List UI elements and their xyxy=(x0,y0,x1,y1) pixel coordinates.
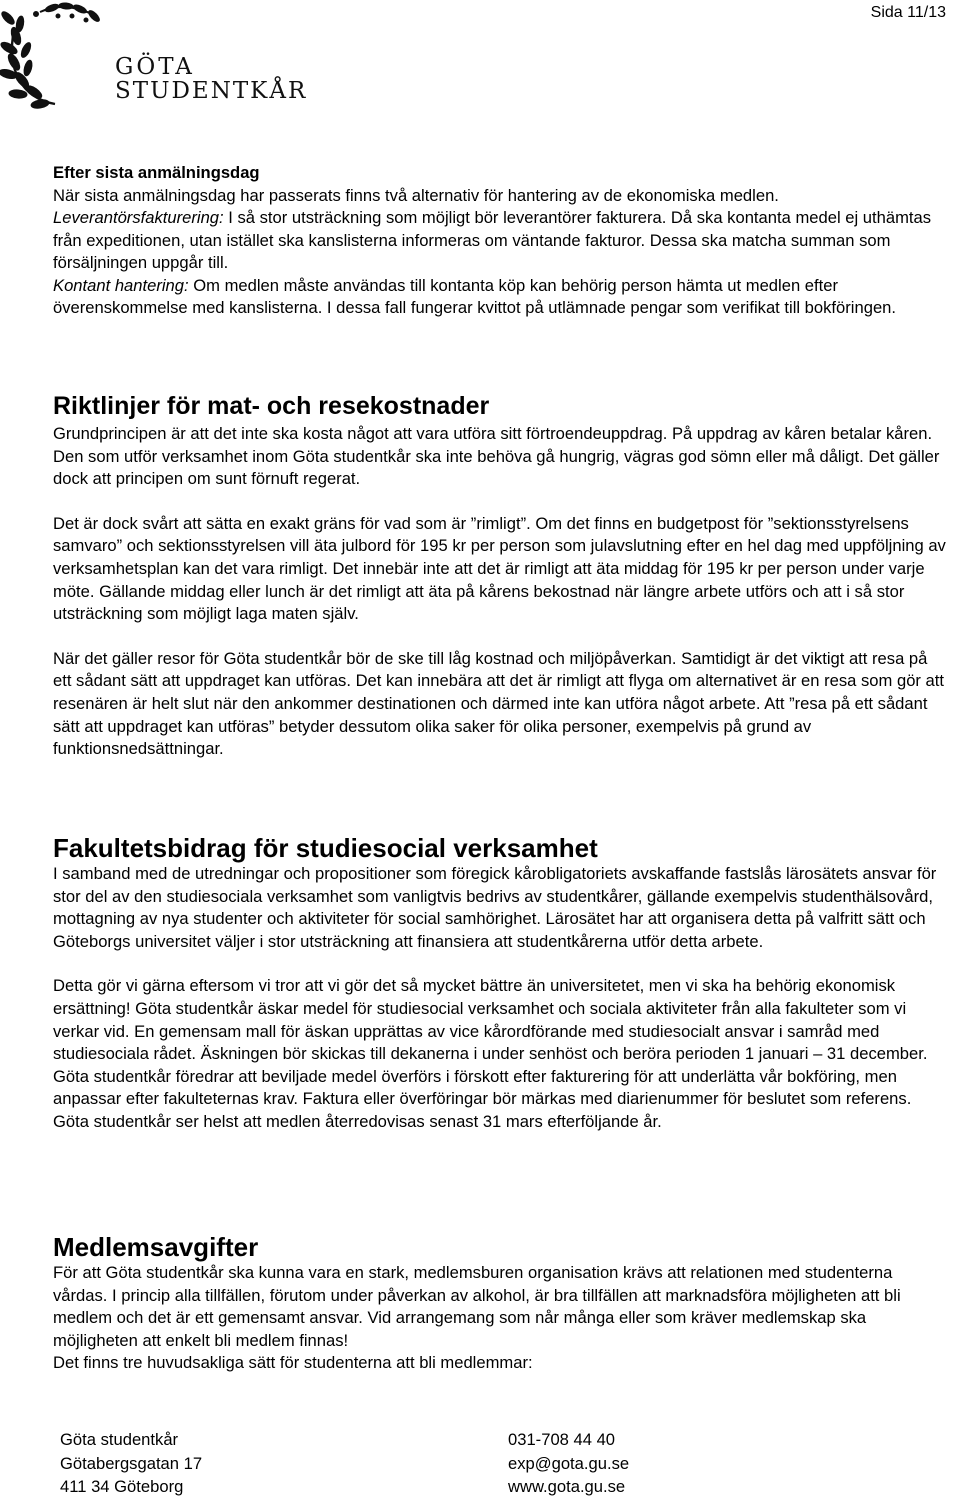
section-title: Efter sista anmälningsdag xyxy=(53,163,260,182)
footer-address xyxy=(60,1428,202,1499)
kontant-paragraph xyxy=(53,275,948,320)
section-heading: Fakultetsbidrag för studiesocial verksamhet xyxy=(53,833,598,863)
footer-email: exp@gota.gu.se xyxy=(508,1453,630,1473)
intro-paragraph: När sista anmälningsdag har passerats finns två alternativ för hantering av de ekonomiska medlen. xyxy=(53,185,779,205)
footer-phone: 031-708 44 40 xyxy=(508,1430,616,1449)
footer-street: Götabergsgatan 17 xyxy=(60,1453,203,1473)
paragraph: Grundprincipen är att det inte ska kosta något att vara utföra sitt förtroendeuppdrag. På uppdrag av kåren betalar kåren. Den som utför verksamhet inom Göta studentkår ska inte behöva gå hungrig, vägras god sömn eller må dåligt. Det gäller dock att principen om sunt förnuft regerat. xyxy=(53,424,940,489)
leverantor-label: Leverantörsfakturering: xyxy=(53,208,224,227)
paragraph: I samband med de utredningar och propositioner som föregick kårobligatoriets avskaffande fastslås lärosätets ansvar för stor del av den studiesociala verksamhet som vanligtvis bedrivs av studentkårer, gällande exempelvis studenthälsovård, mottagning av nya studenter och aktiviteter för social samhörighet. Lärosätet har att organisera detta på valfritt sätt och Göteborgs universitet väljer i stor utsträckning att finansiera att studentkårerna utför detta arbete. xyxy=(53,864,937,951)
gota-studentkar-logo xyxy=(0,0,308,110)
paragraph: Det är dock svårt att sätta en exakt gräns för vad som är ”rimligt”. Om det finns en budgetpost för ”sektionsstyrelsens samvaro” och sektionsstyrelsen vill äta julbord för 195 kr per person som julavslutning efter en hel dag med uppföljning av verksamhetsplan kan det vara rimligt. Det innebär inte att det är rimligt att äta middag för 195 kr per person under varje möte. Gällande middag eller lunch är det rimligt att äta på kårens bekostnad när längre arbete utförs och att i så stor utsträckning som möjligt laga maten själv. xyxy=(53,513,946,624)
kontant-label: Kontant hantering: xyxy=(53,275,189,295)
footer-org-name: Göta studentkår xyxy=(60,1430,179,1449)
paragraph: Det finns tre huvudsakliga sätt för studenterna att bli medlemmar: xyxy=(53,1353,533,1373)
section-riktlinjer xyxy=(53,391,948,761)
kontant-text: Om medlen måste användas till kontanta köp kan behörig person hämta ut medlen efter överenskommelse med kanslisterna. I dessa fall fungerar kvittot på utlämnade pengar som verifikat till bokföringen. xyxy=(53,275,897,317)
footer-contact xyxy=(508,1428,629,1499)
logo-line1: GÖTA xyxy=(115,54,195,80)
leverantor-paragraph xyxy=(53,207,948,275)
paragraph: Detta gör vi gärna eftersom vi tror att vi gör det så mycket bättre än universitetet, men vi ska ha behörig ekonomisk ersättning! Göta studentkår äskar medel för studiesocial verksamhet och sociala aktiviteter från alla fakulteter som vi verkar vid. En gemensam mall för äskan upprättas av vice kårordförande med studiesocialt ansvar i samråd med studiesociala rådet. Äskningen bör skickas till dekanerna i under senhöst och beröra perioden 1 januari – 31 december. Göta studentkår föredrar att beviljade medel överförs i förskott efter fakturering för att underlätta vår bokföring, men anpassar efter fakulteternas krav. Faktura eller överföringar bör märkas med diarienummer för beslutet som referens. Göta studentkår ser helst att medlen återredovisas senast 31 mars efterföljande år. xyxy=(53,976,928,1131)
leverantor-text: I så stor utsträckning som möjligt bör leverantörer fakturera. Då ska kontanta medel ej uthämtas från expeditionen, utan istället ska kanslisterna informeras om väntande fakturor. Dessa ska matcha summan som försäljningen uppgår till. xyxy=(53,208,932,272)
wreath-icon xyxy=(0,0,112,110)
paragraph: När det gäller resor för Göta studentkår bör de ske till låg kostnad och miljöpåverkan. Samtidigt är det viktigt att resa på ett sådant sätt att uppdraget kan utföras. Det kan innebära att det är rimligt att flyga om alternativet är en resa som gör att resenären är helt slut när den ankommer destinationen och därmed inte kan utföra något arbete. Att ”resa på ett sådant sätt att uppdraget kan utföras” betyder dessutom olika saker för olika personer, exempelvis på grund av funktionsnedsättningar. xyxy=(53,648,945,759)
paragraph: För att Göta studentkår ska kunna vara en stark, medlemsburen organisation krävs att relationen med studenterna vårdas. I princip alla tillfällen, förutom under påverkan av alkohol, är bra tillfällen att marknadsföra möjligheten att bli medlem och det är ett gemensamt ansvar. Vid arrangemang som når många eller som kräver medlemskap ska möjligheten att enkelt bli medlem finnas! xyxy=(53,1263,901,1350)
footer-web: www.gota.gu.se xyxy=(508,1477,626,1496)
section-medlemsavgifter xyxy=(53,1232,948,1375)
section-efter-sista-anmalningsdag xyxy=(53,162,948,320)
footer-city: 411 34 Göteborg xyxy=(60,1477,184,1496)
section-heading: Riktlinjer för mat- och resekostnader xyxy=(53,392,490,420)
section-fakultetsbidrag xyxy=(53,833,948,1134)
section-heading: Medlemsavgifter xyxy=(53,1232,259,1262)
page-number: Sida 11/13 xyxy=(870,4,946,21)
logo-line2: STUDENTKÅR xyxy=(115,78,308,104)
